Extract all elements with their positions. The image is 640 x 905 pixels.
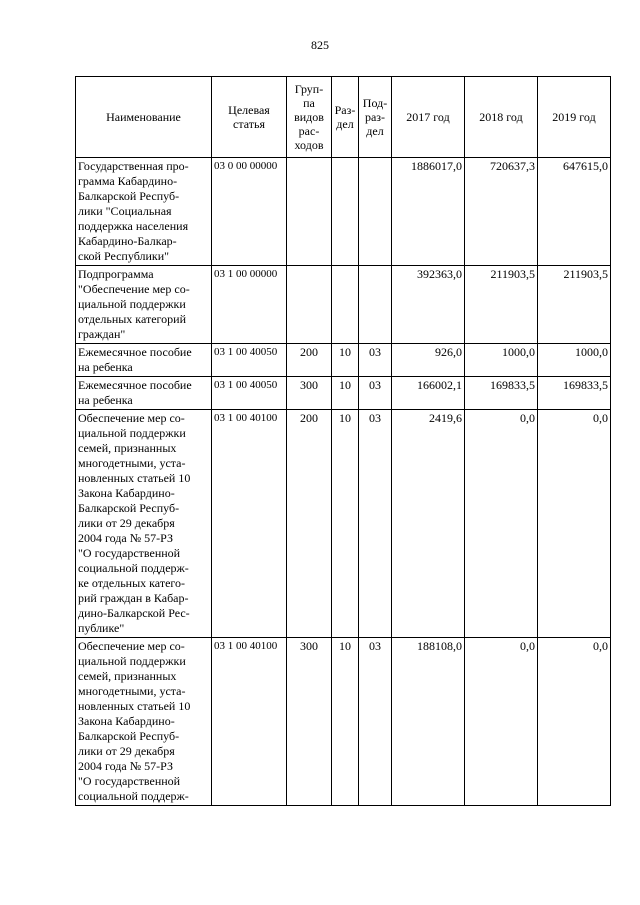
row-code: 03 1 00 40100 [212, 410, 287, 638]
header-2018: 2018 год [465, 77, 538, 158]
row-2018: 169833,5 [465, 377, 538, 410]
header-section: Раз- дел [332, 77, 359, 158]
row-2019: 211903,5 [538, 266, 611, 344]
row-code: 03 1 00 40050 [212, 344, 287, 377]
row-name: Подпрограмма "Обеспечение мер со- циальной поддержки отдельных категорий граждан" [76, 266, 212, 344]
header-group: Груп- па видов рас- ходов [287, 77, 332, 158]
row-group: 300 [287, 377, 332, 410]
row-2018: 0,0 [465, 410, 538, 638]
row-2017: 166002,1 [392, 377, 465, 410]
row-name: Обеспечение мер со- циальной поддержки семей, признанных многодетными, уста- новленных статьей 10 Закона Кабардино- Балкарской Респуб- лики от 29 декабря 2004 года № 57-РЗ "О государственной социальной поддерж- ке отдельных катего- рий граждан в Кабар- дино-Балкарской Рес- публике" [76, 410, 212, 638]
row-2017: 188108,0 [392, 638, 465, 806]
row-subsection: 03 [359, 638, 392, 806]
row-2019: 0,0 [538, 410, 611, 638]
row-2018: 211903,5 [465, 266, 538, 344]
page-number: 825 [311, 38, 329, 52]
row-2019: 1000,0 [538, 344, 611, 377]
row-2017: 392363,0 [392, 266, 465, 344]
row-2019: 169833,5 [538, 377, 611, 410]
header-2019: 2019 год [538, 77, 611, 158]
row-group: 200 [287, 410, 332, 638]
row-name: Государственная про- грамма Кабардино- Балкарской Респуб- лики "Социальная поддержка населения Кабардино-Балкар- ской Республики" [76, 158, 212, 266]
row-section: 10 [332, 638, 359, 806]
row-2018: 0,0 [465, 638, 538, 806]
row-2019: 647615,0 [538, 158, 611, 266]
row-subsection [359, 158, 392, 266]
header-name: Наименование [76, 77, 212, 158]
row-subsection: 03 [359, 344, 392, 377]
row-2018: 720637,3 [465, 158, 538, 266]
row-code: 03 0 00 00000 [212, 158, 287, 266]
header-subsection: Под- раз- дел [359, 77, 392, 158]
row-2017: 2419,6 [392, 410, 465, 638]
row-group: 300 [287, 638, 332, 806]
table-row [76, 638, 611, 806]
row-2017: 1886017,0 [392, 158, 465, 266]
row-code: 03 1 00 40050 [212, 377, 287, 410]
row-subsection: 03 [359, 377, 392, 410]
row-code: 03 1 00 00000 [212, 266, 287, 344]
table-row [76, 158, 611, 266]
table-header-row [76, 77, 611, 158]
row-group [287, 158, 332, 266]
row-2018: 1000,0 [465, 344, 538, 377]
row-section [332, 158, 359, 266]
row-section: 10 [332, 410, 359, 638]
row-subsection [359, 266, 392, 344]
table-row [76, 410, 611, 638]
table-row [76, 344, 611, 377]
table-row [76, 377, 611, 410]
row-section: 10 [332, 344, 359, 377]
row-section [332, 266, 359, 344]
row-section: 10 [332, 377, 359, 410]
budget-table [75, 76, 611, 806]
row-subsection: 03 [359, 410, 392, 638]
row-group [287, 266, 332, 344]
row-2017: 926,0 [392, 344, 465, 377]
row-2019: 0,0 [538, 638, 611, 806]
header-target: Целевая статья [212, 77, 287, 158]
header-2017: 2017 год [392, 77, 465, 158]
row-group: 200 [287, 344, 332, 377]
row-name: Ежемесячное пособие на ребенка [76, 344, 212, 377]
table-row [76, 266, 611, 344]
row-name: Обеспечение мер со- циальной поддержки семей, признанных многодетными, уста- новленных статьей 10 Закона Кабардино- Балкарской Респуб- лики от 29 декабря 2004 года № 57-РЗ "О государственной социальной поддерж- [76, 638, 212, 806]
row-name: Ежемесячное пособие на ребенка [76, 377, 212, 410]
row-code: 03 1 00 40100 [212, 638, 287, 806]
